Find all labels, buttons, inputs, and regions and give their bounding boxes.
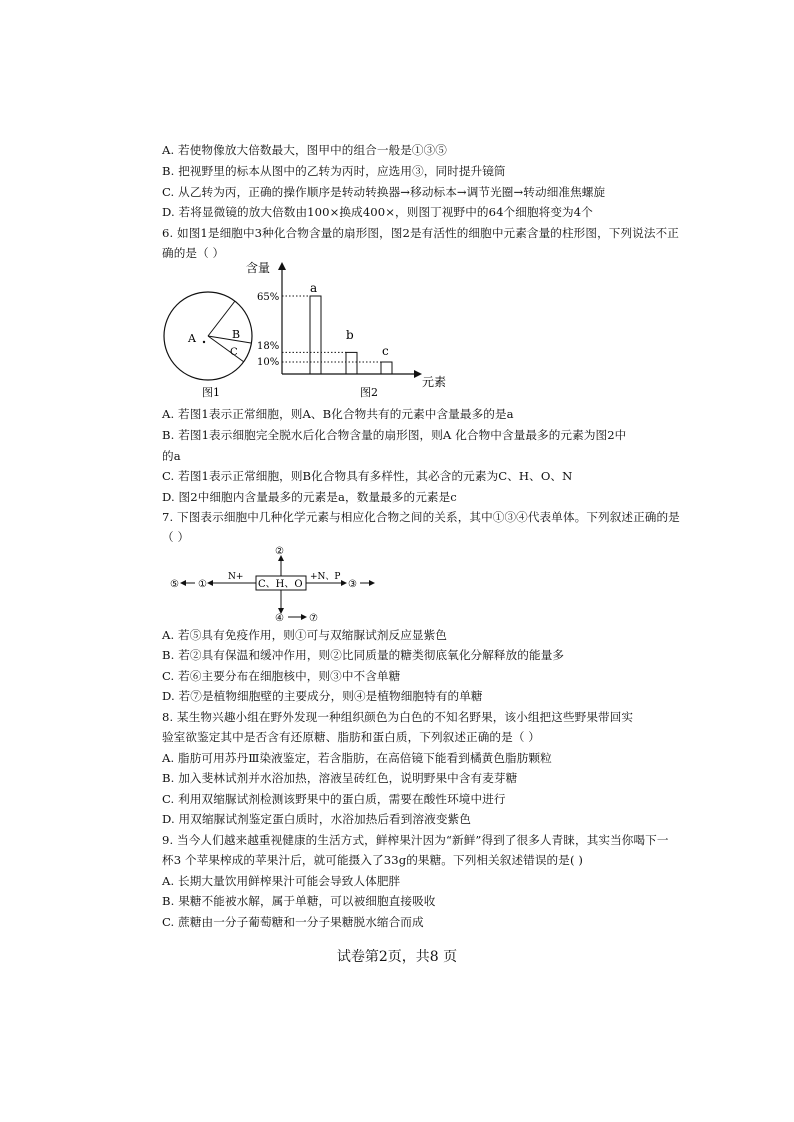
text-line: A. 若⑤具有免疫作用，则①可与双缩脲试剂反应显紫色 bbox=[162, 628, 448, 642]
top-node: ② bbox=[275, 546, 284, 557]
bars-group bbox=[282, 296, 392, 374]
text-line: 的a bbox=[162, 449, 181, 463]
text-line: B. 加入斐林试剂并水浴加热，溶液呈砖红色，说明野果中含有麦芽糖 bbox=[162, 771, 518, 785]
bar-c bbox=[381, 362, 392, 374]
text-line: （ ） bbox=[162, 530, 190, 544]
text-line: D. 若将显微镜的放大倍数由100×换成400×，则图丁视野中的64个细胞将变为4个 bbox=[162, 205, 593, 219]
bar-chart-fig2 bbox=[246, 261, 446, 399]
text-line: C. 利用双缩脲试剂检测该野果中的蛋白质，需要在酸性环境中进行 bbox=[162, 792, 506, 806]
figure-7 bbox=[170, 543, 390, 623]
text-line: C. 从乙转为丙，正确的操作顺序是转动转换器→移动标本→调节光圈→转动细准焦螺旋 bbox=[162, 185, 606, 199]
pie-label-b: B bbox=[232, 328, 241, 341]
bottom-end-node: ⑦ bbox=[309, 613, 318, 623]
text-line: B. 果糖不能被水解，属于单糖，可以被细胞直接吸收 bbox=[162, 894, 436, 908]
text-line: D. 图2中细胞内含量最多的元素是a，数量最多的元素是c bbox=[162, 490, 457, 504]
fig2-caption: 图2 bbox=[360, 386, 378, 399]
bar-label-a: a bbox=[310, 281, 318, 295]
y-tick-10: 10% bbox=[257, 357, 280, 368]
pie-chart-fig1 bbox=[164, 292, 252, 399]
fig1-caption: 图1 bbox=[202, 386, 220, 399]
right-label: +N、P bbox=[310, 572, 341, 582]
left-end-node: ⑤ bbox=[170, 579, 179, 590]
text-line: A. 若图1表示正常细胞，则A、B化合物共有的元素中含量最多的是a bbox=[162, 407, 514, 421]
figure-6 bbox=[160, 258, 480, 403]
y-tick-65: 65% bbox=[257, 292, 280, 303]
bottom-mid-node: ④ bbox=[275, 613, 284, 623]
text-line: A. 脂肪可用苏丹Ⅲ染液鉴定，若含脂肪，在高倍镜下能看到橘黄色脂肪颗粒 bbox=[162, 751, 552, 765]
y-axis-label: 含量 bbox=[246, 261, 271, 275]
text-line: C. 若图1表示正常细胞，则B化合物具有多样性，其必含的元素为C、H、O、N bbox=[162, 469, 573, 483]
pie-label-a: A bbox=[188, 332, 196, 345]
left-label: N+ bbox=[228, 572, 244, 582]
text-line: 验室欲鉴定其中是否含有还原糖、脂肪和蛋白质，下列叙述正确的是（ ） bbox=[162, 730, 540, 744]
left-mid-node: ① bbox=[198, 579, 207, 590]
question-7-text: 7. 下图表示细胞中几种化学元素与相应化合物之间的关系，其中①③④代表单体。下列叙述正确的是 bbox=[162, 510, 680, 524]
y-tick-18: 18% bbox=[257, 341, 280, 352]
bar-label-c: c bbox=[382, 344, 389, 358]
text-line: B. 把视野里的标本从图中的乙转为丙时，应选用③，同时提升镜筒 bbox=[162, 164, 506, 178]
text-line: B. 若图1表示细胞完全脱水后化合物含量的扇形图，则A 化合物中含量最多的元素为图2中 bbox=[162, 428, 627, 442]
text-line: D. 若⑦是植物细胞壁的主要成分，则④是植物细胞特有的单糖 bbox=[162, 689, 483, 703]
right-mid-node: ③ bbox=[348, 579, 357, 590]
text-line: C. 若⑥主要分布在细胞核中，则③中不含单糖 bbox=[162, 669, 401, 683]
text-line: C. 蔗糖由一分子葡萄糖和一分子果糖脱水缩合而成 bbox=[162, 915, 424, 929]
page-footer: 试卷第2页，共8 页 bbox=[336, 949, 458, 965]
text-line: 杯3 个苹果榨成的苹果汁后，就可能摄入了33g的果糖。下列相关叙述错误的是( ) bbox=[162, 853, 583, 867]
text-line: A. 长期大量饮用鲜榨果汁可能会导致人体肥胖 bbox=[162, 874, 401, 888]
text-line: D. 用双缩脲试剂鉴定蛋白质时，水浴加热后看到溶液变紫色 bbox=[162, 812, 471, 826]
bar-a bbox=[310, 296, 321, 374]
question-8-text: 8. 某生物兴趣小组在野外发现一种组织颜色为白色的不知名野果，该小组把这些野果带回实 bbox=[162, 710, 634, 724]
text-line: A. 若使物像放大倍数最大，图甲中的组合一般是①③⑤ bbox=[162, 143, 448, 157]
text-line: B. 若②具有保温和缓冲作用，则②比同质量的糖类彻底氧化分解释放的能量多 bbox=[162, 648, 565, 662]
question-6-text: 6. 如图1是细胞中3种化合物含量的扇形图，图2是有活性的细胞中元素含量的柱形图，下列说法不正 bbox=[162, 226, 679, 240]
bar-label-b: b bbox=[346, 328, 354, 342]
question-9-text: 9. 当今人们越来越重视健康的生活方式，鲜榨果汁因为“新鲜”得到了很多人青睐，其实当你喝下一 bbox=[162, 833, 669, 847]
pie-label-c: C bbox=[230, 347, 238, 358]
x-axis-label: 元素 bbox=[422, 375, 447, 389]
center-label: C、H、O bbox=[258, 579, 303, 590]
text-line: 确的是（ ） bbox=[162, 246, 225, 260]
bar-b bbox=[346, 352, 357, 374]
